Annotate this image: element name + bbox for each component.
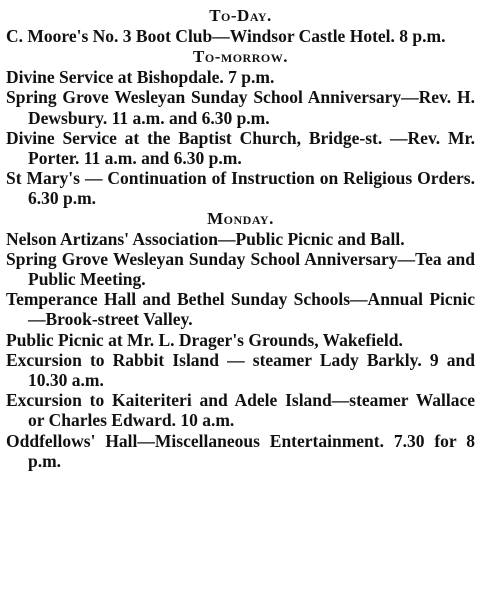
event-entry: Oddfellows' Hall—Miscellaneous Entertainment. 7.30 for 8 p.m. (6, 430, 475, 471)
event-entry: Spring Grove Wesleyan Sunday School Anniversary—Rev. H. Dewsbury. 11 a.m. and 6.30 p.m. (6, 87, 475, 128)
section-heading-tomorrow: To-morrow. (193, 47, 288, 67)
event-entry: Public Picnic at Mr. L. Drager's Grounds, Wakefield. (6, 329, 403, 350)
event-entry: Divine Service at the Baptist Church, Bridge-st. —Rev. Mr. Porter. 11 a.m. and 6.30 p.m. (6, 127, 475, 169)
event-entry: Divine Service at Bishopdale. 7 p.m. (6, 67, 275, 88)
section-heading-monday: Monday. (207, 208, 274, 228)
event-entry: Nelson Artizans' Association—Public Picnic and Ball. (6, 228, 405, 249)
event-entry: Excursion to Rabbit Island — steamer Lady Barkly. 9 and 10.30 a.m. (6, 349, 475, 391)
event-entry: St Mary's — Continuation of Instruction on Religious Orders. 6.30 p.m. (6, 168, 475, 209)
section-heading-today: To-Day. (209, 6, 272, 25)
event-entry: Temperance Hall and Bethel Sunday Schools—Annual Picnic—Brook-street Valley. (6, 289, 475, 330)
event-entry: C. Moore's No. 3 Boot Club—Windsor Castle Hotel. 8 p.m. (6, 26, 446, 46)
event-entry: Excursion to Kaiteriteri and Adele Island—steamer Wallace or Charles Edward. 10 a.m. (6, 390, 475, 431)
event-entry: Spring Grove Wesleyan Sunday School Anniversary—Tea and Public Meeting. (6, 248, 475, 290)
